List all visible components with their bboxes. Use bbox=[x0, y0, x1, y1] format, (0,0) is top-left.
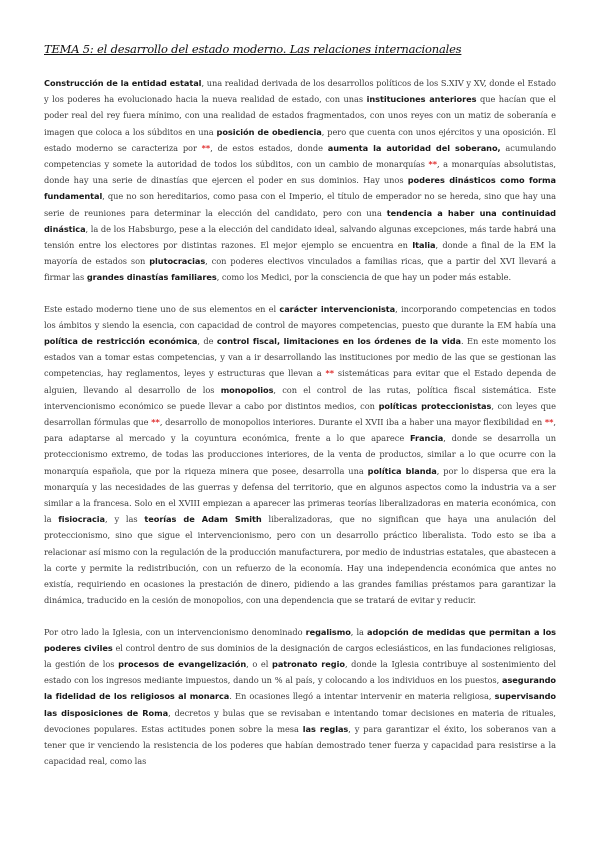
bold-term: política de restricción económica bbox=[44, 336, 198, 347]
text-run: , de bbox=[197, 336, 217, 347]
text-run: , incorporando competencias en todos los ámbitos y siendo la esencia, con capacidad de control de mayores competencias, puesto que durante la EM había una bbox=[44, 303, 556, 330]
bold-term: fisiocracia bbox=[58, 514, 106, 525]
missing-word-marker: ** bbox=[544, 417, 554, 428]
text-run: , con poderes electivos vinculados a familias ricas, que a partir del XVI llevará a firmar las bbox=[44, 256, 556, 283]
text-run: , con el control de las rutas, política fiscal sistemática. Este intervencionismo económico se puede llevar a cabo por distintos medios, con bbox=[44, 384, 557, 411]
missing-word-marker: ** bbox=[428, 159, 438, 170]
text-run: , y para garantizar el éxito, los soberanos van a tener que ir venciendo la resistencia de los poderes que habían demostrado tener fuerza y capacidad para resistirse a la capacidad real, como las bbox=[44, 723, 556, 767]
bold-term: Italia bbox=[412, 240, 436, 251]
text-run: , con leyes que desarrollan fórmulas que bbox=[44, 400, 556, 428]
text-run: , decretos y bulas que se revisaban e intentando tomar decisiones en materia de rituales, devociones populares. Estas actitudes ponen sobre la mesa bbox=[44, 707, 556, 734]
text-run: , para adaptarse al mercado y la coyuntura económica, frente a lo que aparece bbox=[44, 417, 556, 444]
text-run: liberalizadoras, que no significan que haya una anulación del proteccionismo, sino que sigue el intervencionismo, pero con un desarrollo práctico liberalista. Todo esto se iba a relacionar así mismo con la regulación de la producción manufacturera, por medio de industrias estatales, que abastecen a la corte y permite la redistribución, con un refuerzo de la economía. Hay una independencia económica que antes no existía, requiriendo en ocasiones la prestación de dinero, pidiendo a las grandes familias préstamos para garantizar la dinámica, traducido en la cesión de monopolios, con una dependencia que se tratará de evitar y reducir. bbox=[44, 514, 557, 606]
paragraph-1 bbox=[44, 75, 556, 286]
missing-word-marker: ** bbox=[151, 417, 160, 428]
bold-term: posición de obediencia bbox=[216, 126, 322, 137]
text-run: , una realidad derivada de los desarrollos políticos de los S.XIV y XV, donde el Estado y los poderes ha evolucionado hacia la nueva realidad de estado, con unas bbox=[44, 78, 556, 105]
bold-term: política blanda bbox=[367, 465, 437, 476]
bold-term: regalismo bbox=[305, 626, 351, 637]
bold-term: patronato regio bbox=[272, 658, 345, 669]
text-run: el control dentro de sus dominios de la designación de cargos eclesiásticos, en las fundaciones religiosas, la gestión de los bbox=[44, 642, 556, 669]
bold-term: teorías de Adam Smith bbox=[144, 514, 262, 525]
bold-term: grandes dinastías familiares bbox=[86, 272, 217, 283]
missing-word-marker: ** bbox=[201, 142, 211, 153]
bold-term: Construcción de la entidad estatal bbox=[44, 78, 202, 88]
text-run: . En ocasiones llegó a intentar intervenir en materia religiosa, bbox=[229, 691, 495, 702]
bold-term: adopción de medidas que permitan a los poderes civiles bbox=[44, 626, 556, 653]
text-run: , donde a final de la EM la mayoría de estados son bbox=[44, 240, 556, 267]
text-run: , desarrollo de monopolios interiores. Durante el XVII iba a haber una mayor flexibilidad en bbox=[159, 417, 545, 428]
text-run: . En este momento los estados van a tomar estas competencias, y van a ir desarrollando las instituciones por medio de las que se gestionan las competencias, hay reglamentos, leyes y estructuras que llevan a bbox=[44, 336, 556, 379]
bold-term: políticas proteccionistas bbox=[378, 400, 492, 411]
text-run: que hacían que el poder real del rey fuera mínimo, con una realidad de estados fragmentados, con unos reyes con un matiz de soberanía e imagen que coloca a los súbditos en una bbox=[44, 94, 556, 137]
text-run: , o el bbox=[246, 658, 273, 669]
bold-term: tendencia a haber una continuidad dinástica bbox=[44, 207, 556, 234]
bold-term: supervisando las disposiciones de Roma bbox=[44, 691, 556, 718]
text-run: , la bbox=[350, 626, 368, 637]
missing-word-marker: ** bbox=[325, 368, 335, 379]
text-run: , y las bbox=[105, 514, 145, 525]
text-run: , como los Medici, por la consciencia de que hay un poder más estable. bbox=[216, 272, 512, 283]
text-run: sistemáticas para evitar que el Estado dependa de alguien, llevando al desarrollo de los bbox=[44, 368, 556, 395]
text-run: , la de los Habsburgo, pese a la elección del candidato ideal, salvando algunas excepciones, más tarde habrá una tensión entre los electores por distintas razones. El mejor ejemplo se encuentra en bbox=[44, 223, 556, 251]
bold-term: las reglas bbox=[302, 723, 349, 734]
document-body bbox=[44, 75, 556, 769]
paragraph-3 bbox=[44, 624, 556, 770]
bold-term: procesos de evangelización bbox=[118, 658, 247, 669]
bold-term: plutocracias bbox=[149, 256, 206, 267]
bold-term: poderes dinásticos como forma fundamental bbox=[44, 175, 556, 202]
text-run: , donde la Iglesia contribuye al sostenimiento del estado con los ingresos mediante impuestos, dando un % al país, y colocando a los individuos en los puestos, bbox=[44, 658, 557, 686]
text-run: , por lo dispersa que era la monarquía y las necesidades de las guerras y defensa del territorio, que en algunos aspectos como la industria va a ser similar a la francesa. Solo en el XVIII empiezan a aparecer las primeras teorías liberalizadoras en materia económica, con la bbox=[44, 465, 556, 525]
text-run: Este estado moderno tiene uno de sus elementos en el bbox=[44, 303, 280, 314]
paragraph-2 bbox=[44, 301, 556, 609]
text-run: , que no son hereditarios, como pasa con el Imperio, el título de emperador no se hereda, sino que hay una serie de reuniones para determinar la elección del candidato, pero con una bbox=[44, 191, 556, 218]
bold-term: aumenta la autoridad del soberano, bbox=[327, 142, 501, 153]
bold-term: carácter intervencionista bbox=[279, 303, 396, 314]
text-run: Por otro lado la Iglesia, con un intervencionismo denominado bbox=[44, 626, 306, 637]
text-run: acumulando competencias y somete la autoridad de todos los súbditos, con un cambio de monarquías bbox=[44, 142, 556, 170]
text-run: , donde se desarrolla un proteccionismo extremo, de todas las producciones interiores, de la venta de productos, similar a lo que ocurre con la monarquía española, que por la riqueza minera que posee, desarrolla una bbox=[44, 433, 556, 476]
text-run: , de estos estados, donde bbox=[210, 142, 328, 153]
page-title: TEMA 5: el desarrollo del estado moderno. Las relaciones internacionales bbox=[44, 42, 462, 56]
bold-term: Francia bbox=[409, 433, 444, 444]
bold-term: control fiscal, limitaciones en los órdenes de la vida bbox=[216, 336, 462, 347]
bold-term: asegurando la fidelidad de los religiosos al monarca bbox=[44, 675, 556, 702]
bold-term: instituciones anteriores bbox=[366, 94, 477, 105]
text-run: , a monarquías absolutistas, donde hay una serie de dinastías que ejercen el poder en sus dominios. Hay unos bbox=[44, 159, 556, 186]
text-run: , pero que cuenta con unos ejércitos y una oposición. El estado moderno se caracteriza por bbox=[44, 126, 556, 153]
bold-term: monopolios bbox=[220, 384, 274, 395]
